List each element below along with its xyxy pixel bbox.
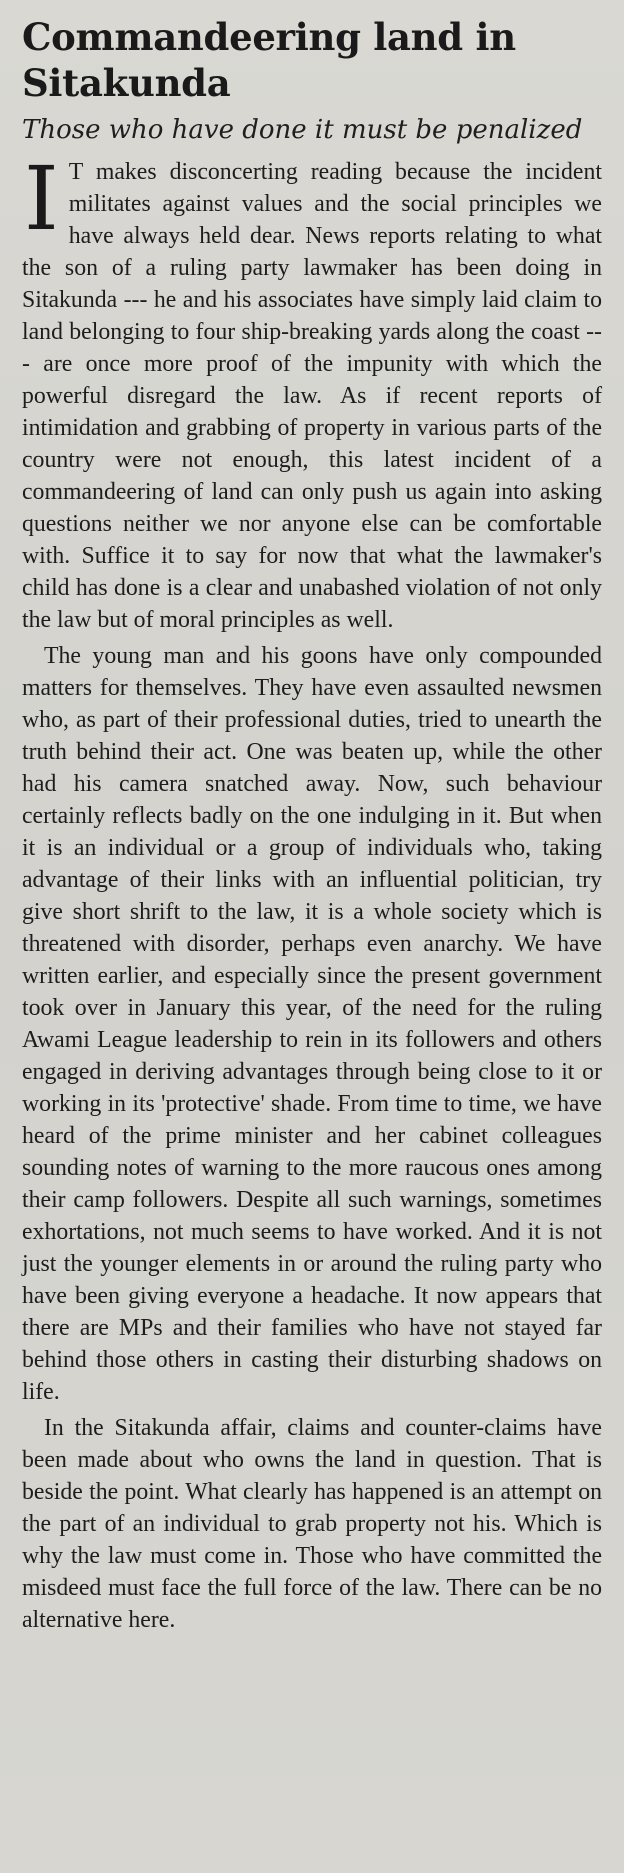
headline: Commandeering land in Sitakunda <box>22 15 516 105</box>
paragraph-1-text: T makes disconcerting reading because the incident militates against values and the social principles we have always held dear. News reports relating to what the son of a ruling party lawmaker has been doing in Sitakunda --- he and his associates have simply laid claim to land belonging to four ship-breaking yards along the coast --- are once more proof of the impunity with which the powerful disregard the law. As if recent reports of intimidation and grabbing of property in various parts of the country were not enough, this latest incident of a commandeering of land can only push us again into asking questions neither we nor anyone else can be comfortable with. Suffice it to say for now that what the lawmaker's child has done is a clear and unabashed violation of not only the law but of moral principles as well. <box>22 159 602 633</box>
paragraph-2: The young man and his goons have only compounded matters for themselves. They have even assaulted newsmen who, as part of their professional duties, tried to unearth the truth behind their act. One was beaten up, while the other had his camera snatched away. Now, such behaviour certainly reflects badly on the one indulging in it. But when it is an individual or a group of individuals who, taking advantage of their links with an influential politician, try give short shrift to the law, it is a whole society which is threatened with disorder, perhaps even anarchy. We have written earlier, and especially since the present government took over in January this year, of the need for the ruling Awami League leadership to rein in its followers and others engaged in deriving advantages through being close to it or working in its 'protective' shade. From time to time, we have heard of the prime minister and her cabinet colleagues sounding notes of warning to the more raucous ones among their camp followers. Despite all such warnings, sometimes exhortations, not much seems to have worked. And it is not just the younger elements in or around the ruling party who have been giving everyone a headache. It now appears that there are MPs and their families who have not stayed far behind those others in casting their disturbing shadows on life. <box>22 643 602 1405</box>
subhead: Those who have done it must be penalized <box>22 115 583 145</box>
paragraph-1 <box>22 147 602 636</box>
paragraph-3: In the Sitakunda affair, claims and counter-claims have been made about who owns the land in question. That is beside the point. What clearly has happened is an attempt on the part of an individual to grab property not his. Which is why the law must come in. Those who have committed the misdeed must face the full force of the law. There can be no alternative here. <box>22 1415 602 1633</box>
drop-cap: I <box>24 147 59 250</box>
article-body <box>22 147 602 1636</box>
